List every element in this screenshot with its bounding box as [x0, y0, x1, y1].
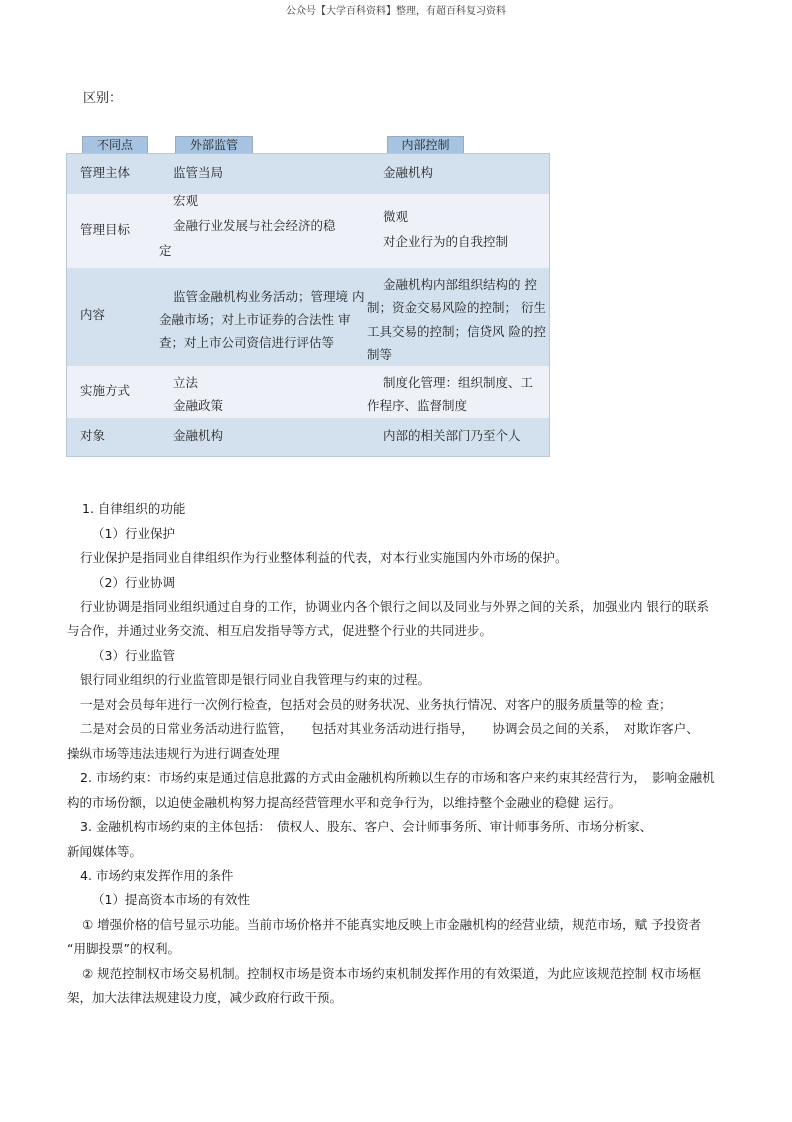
internal-cell: 内部的相关部门乃至个人: [383, 428, 521, 443]
section-heading: 4. 市场约束发挥作用的条件: [80, 868, 234, 883]
external-cell: 金融行业发展与社会经济的稳: [173, 218, 336, 233]
internal-cell: 制等: [367, 347, 393, 362]
row-label: 内容: [80, 307, 106, 322]
section-heading: 1. 自律组织的功能: [82, 501, 186, 516]
internal-cell: 制度化管理：组织制度、工: [383, 375, 534, 390]
external-cell: 金融市场；对上市证券的合法性 审: [159, 312, 351, 327]
row-label: 对象: [80, 428, 106, 443]
internal-cell: 对企业行为的自我控制: [383, 234, 509, 249]
subsection-heading: （2）行业协调: [92, 575, 175, 590]
external-cell: 监管当局: [173, 165, 224, 180]
section-heading: 2. 市场约束：市场约束是通过信息批露的方式由金融机构所赖以生存的市场和客户来约束其经营行为， 影响金融机: [80, 770, 715, 785]
table-row: [67, 268, 549, 366]
paragraph-line: 银行同业组织的行业监管即是银行同业自我管理与约束的过程。: [80, 672, 431, 687]
internal-cell: 工具交易的控制；信贷风 险的控: [367, 324, 546, 339]
external-cell: 监管金融机构业务活动；管理境 内: [173, 289, 365, 304]
internal-cell: 作程序、监督制度: [367, 398, 468, 413]
external-cell: 查；对上市公司资信进行评估等: [159, 335, 335, 350]
table-row: [67, 418, 549, 456]
internal-cell: 制；资金交易风险的控制； 衍生: [367, 300, 546, 315]
table-row: [67, 194, 549, 268]
external-cell: 定: [159, 243, 172, 258]
paragraph-line: 与合作，并通过业务交流、相互启发指导等方式，促进整个行业的共同进步。: [67, 623, 493, 638]
paragraph-line: ② 规范控制权市场交易机制。控制权市场是资本市场约束机制发挥作用的有效渠道，为此应该规范控制 权市场框: [82, 966, 702, 981]
row-label: 管理主体: [80, 165, 131, 180]
subsection-heading: （1）行业保护: [92, 526, 175, 541]
table-row: [67, 154, 549, 194]
header-difference: 不同点: [82, 136, 148, 154]
paragraph-line: “用脚投票”的权利。: [67, 941, 180, 956]
external-cell: 金融政策: [173, 398, 224, 413]
paragraph-line: 构的市场份额，以迫使金融机构努力提高经营管理水平和竞争行为，以维持整个金融业的稳健 运行。: [67, 795, 621, 810]
subsection-heading: （3）行业监管: [92, 648, 175, 663]
header-external-supervision: 外部监管: [175, 136, 253, 154]
external-cell: 金融机构: [173, 428, 224, 443]
internal-cell: 金融机构内部组织结构的 控: [383, 277, 537, 292]
row-label: 实施方式: [80, 383, 131, 398]
row-label: 管理目标: [80, 222, 131, 237]
paragraph-line: 行业协调是指同业组织通过自身的工作，协调业内各个银行之间以及同业与外界之间的关系，加强业内 银行的联系: [80, 599, 709, 614]
comparison-table: [66, 153, 550, 457]
external-cell: 宏观: [173, 193, 199, 208]
paragraph-line: 行业保护是指同业自律组织作为行业整体利益的代表，对本行业实施国内外市场的保护。: [80, 550, 568, 565]
paragraph-line: 操纵市场等违法违规行为进行调查处理: [67, 746, 280, 761]
paragraph-line: 一是对会员每年进行一次例行检查，包括对会员的财务状况、业务执行情况、对客户的服务质量等的检 查；: [80, 697, 672, 712]
section-label: 区别：: [83, 91, 123, 106]
header-internal-control: 内部控制: [387, 136, 464, 154]
section-heading: 3. 金融机构市场约束的主体包括： 债权人、股东、客户、会计师事务所、审计师事务所、市场分析家、: [80, 819, 653, 834]
external-cell: 立法: [173, 375, 199, 390]
paragraph-line: ① 增强价格的信号显示功能。当前市场价格并不能真实地反映上市金融机构的经营业绩，规范市场，赋 予投资者: [82, 917, 702, 932]
page-header: 公众号【大学百科资料】整理，有超百科复习资料: [286, 6, 506, 17]
internal-cell: 微观: [383, 209, 409, 224]
internal-cell: 金融机构: [383, 165, 434, 180]
paragraph-line: 二是对会员的日常业务活动进行监管， 包括对其业务活动进行指导， 协调会员之间的关系， 对欺诈客户、: [80, 721, 699, 736]
paragraph-line: 新闻媒体等。: [67, 844, 143, 859]
subsection-heading: （1）提高资本市场的有效性: [92, 892, 250, 907]
paragraph-line: 架，加大法律法规建设力度，减少政府行政干预。: [67, 990, 343, 1005]
table-row: [67, 366, 549, 418]
